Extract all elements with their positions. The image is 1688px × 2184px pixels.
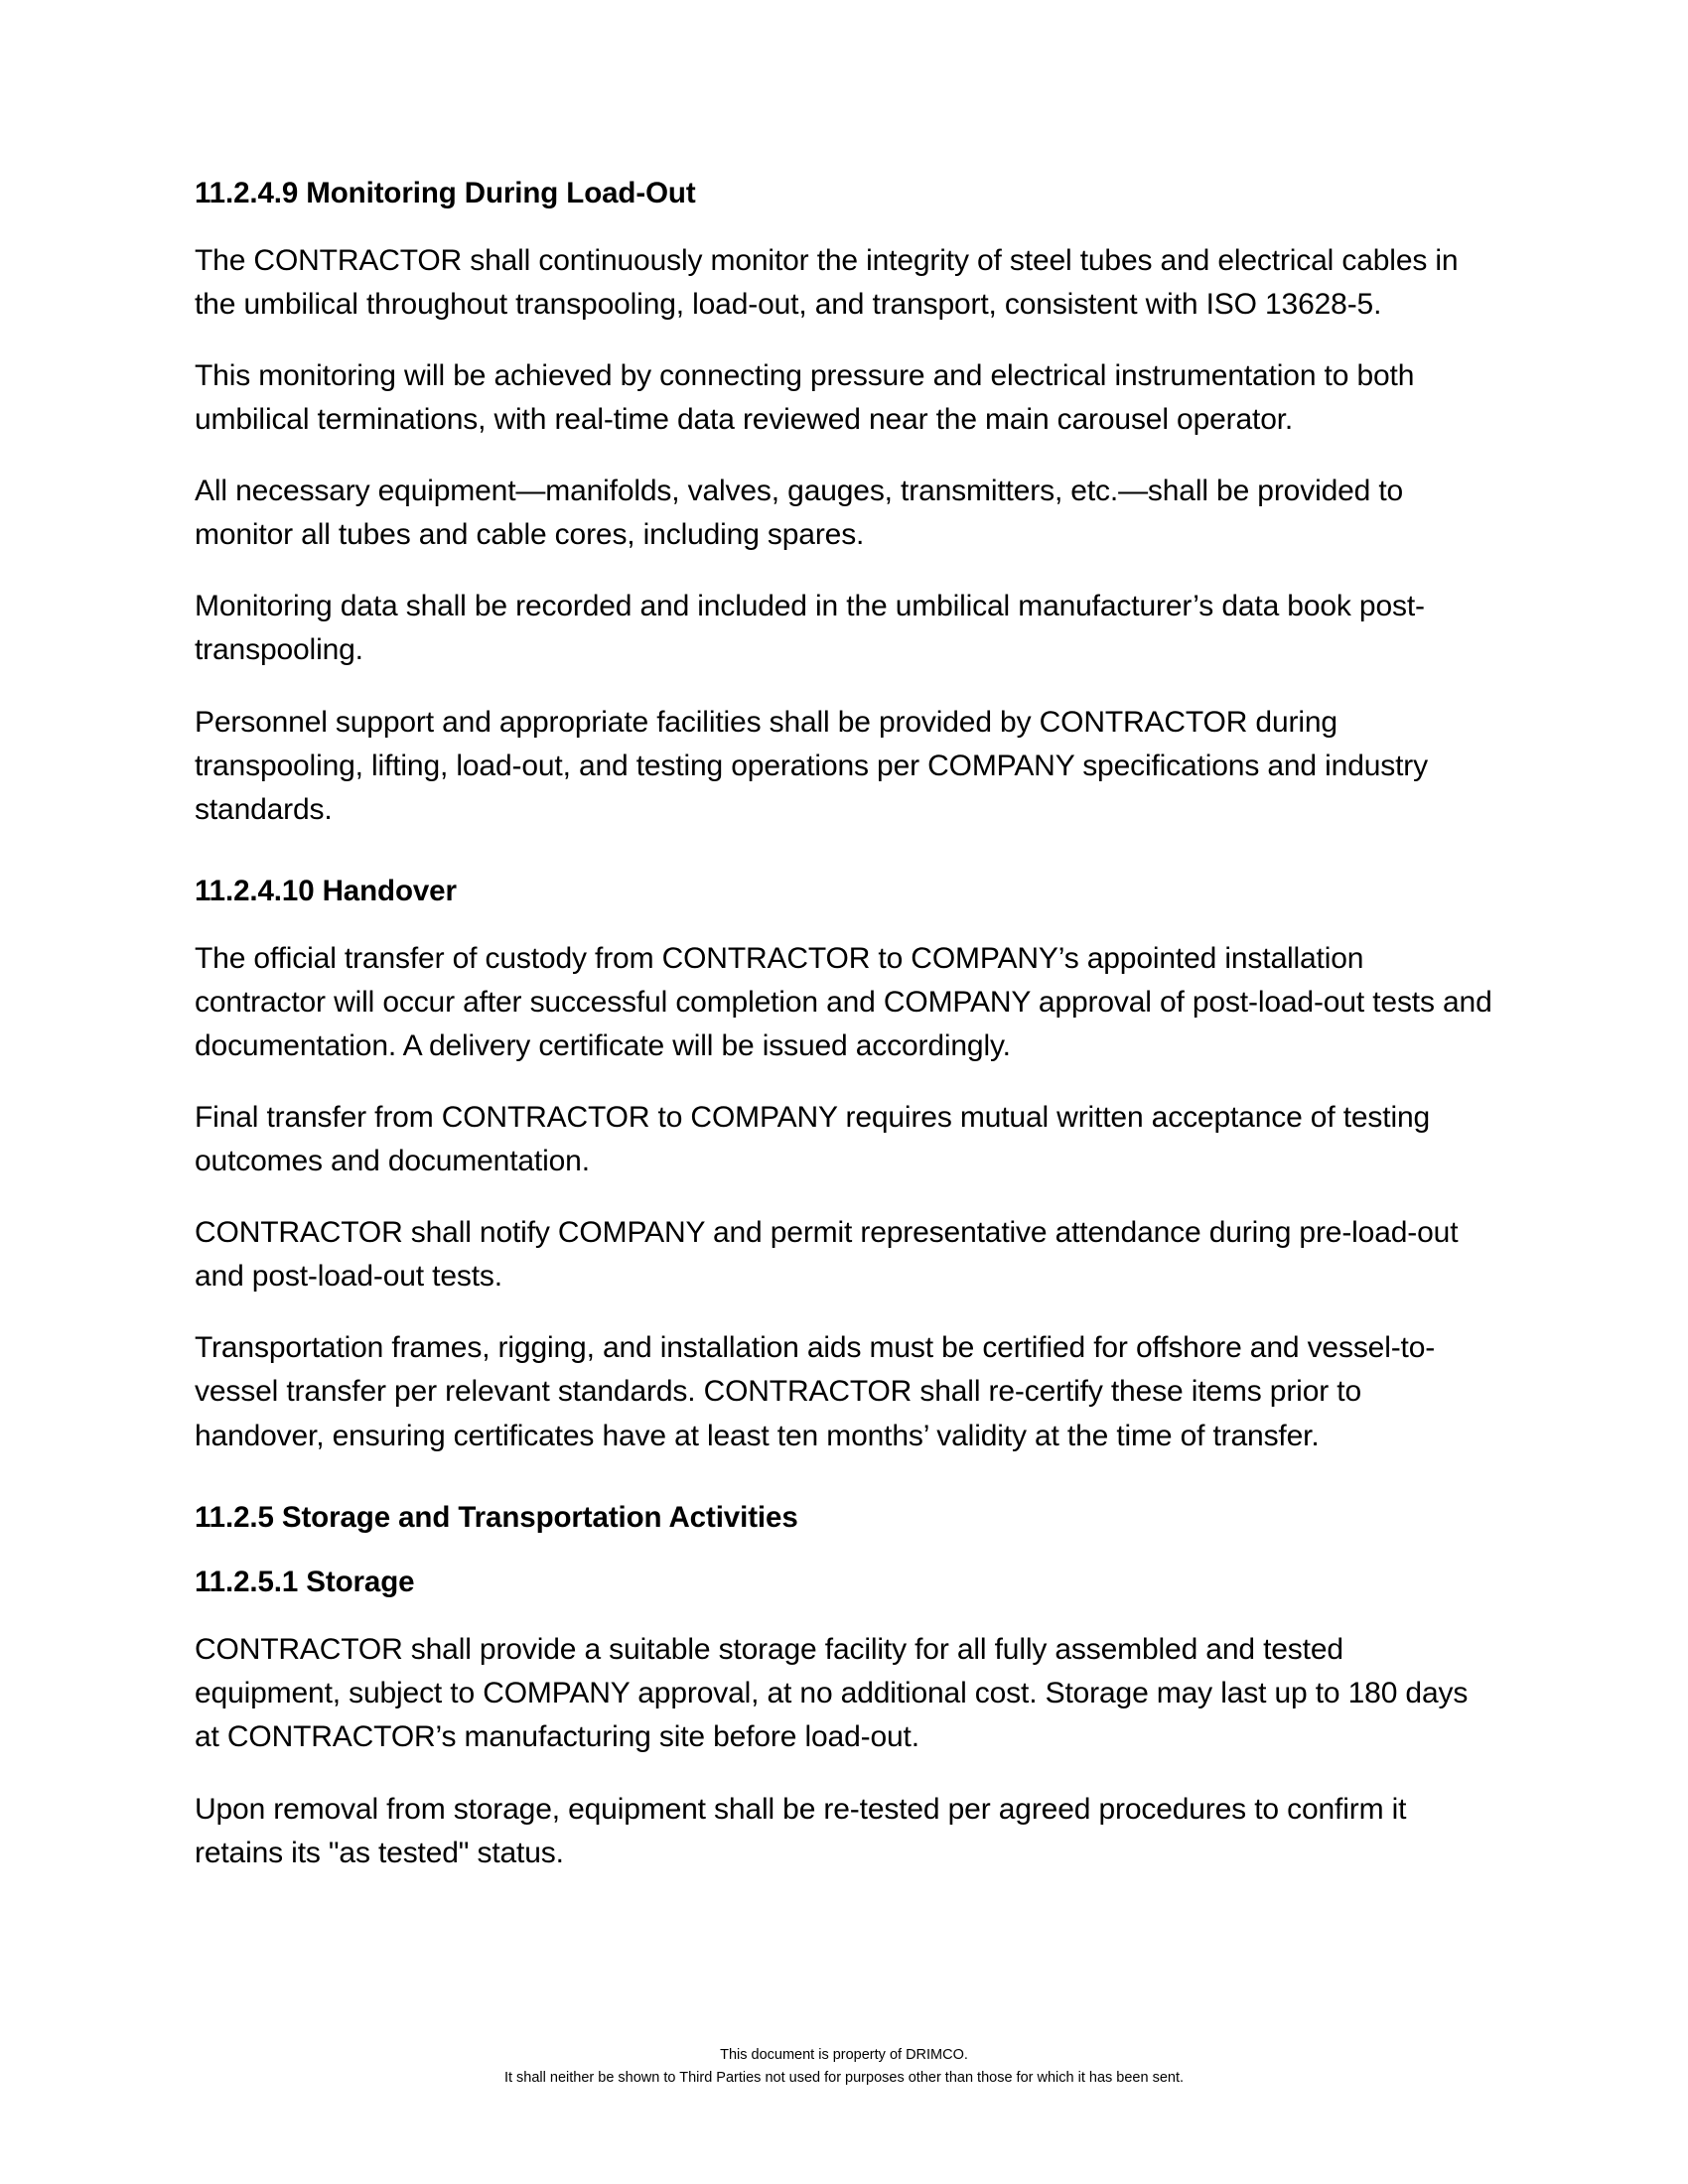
page-footer bbox=[0, 2044, 1688, 2089]
paragraph-necessary-equipment: All necessary equipment—manifolds, valves, gauges, transmitters, etc.—shall be provided to monitor all tubes and cable cores, including spares. bbox=[195, 475, 1404, 552]
footer-line-2: It shall neither be shown to Third Parties not used for purposes other than those for which it has been sent. bbox=[503, 2069, 1185, 2086]
section-heading-11-2-5-1: 11.2.5.1 Storage bbox=[195, 1566, 415, 1599]
section-heading-11-2-4-9: 11.2.4.9 Monitoring During Load-Out bbox=[195, 177, 696, 209]
paragraph-monitoring-instrumentation: This monitoring will be achieved by connecting pressure and electrical instrumentation to both umbilical terminations, with real-time data reviewed near the main carousel operator. bbox=[195, 359, 1415, 437]
paragraph-personnel-support: Personnel support and appropriate facilities shall be provided by CONTRACTOR during transpooling, lifting, load-out, and testing operations per COMPANY specifications and industry standards. bbox=[195, 705, 1429, 826]
paragraph-final-transfer: Final transfer from CONTRACTOR to COMPANY requires mutual written acceptance of testing outcomes and documentation. bbox=[195, 1100, 1431, 1178]
footer-line-1: This document is property of DRIMCO. bbox=[720, 2047, 968, 2064]
document-body bbox=[195, 174, 1493, 1875]
paragraph-official-transfer: The official transfer of custody from CONTRACTOR to COMPANY’s appointed installation contractor will occur after successful completion and COMPANY approval of post-load-out tests and documentation. A delivery certificate will be issued accordingly. bbox=[195, 941, 1492, 1062]
paragraph-transportation-frames: Transportation frames, rigging, and installation aids must be certified for offshore and vessel-to-vessel transfer per relevant standards. CONTRACTOR shall re-certify these items prior to handover, ensuring certificates have at least ten months’ validity at the time of transfer. bbox=[195, 1331, 1436, 1452]
section-heading-11-2-4-10: 11.2.4.10 Handover bbox=[195, 874, 457, 907]
paragraph-monitoring-integrity: The CONTRACTOR shall continuously monitor the integrity of steel tubes and electrical cables in the umbilical throughout transpooling, load-out, and transport, consistent with ISO 13628-5. bbox=[195, 243, 1459, 321]
paragraph-storage-facility: CONTRACTOR shall provide a suitable storage facility for all fully assembled and tested equipment, subject to COMPANY approval, at no additional cost. Storage may last up to 180 days at CONTRACTOR’s manufacturing site before load-out. bbox=[195, 1633, 1469, 1754]
paragraph-removal-from-storage: Upon removal from storage, equipment shall be re-tested per agreed procedures to confirm it retains its "as tested" status. bbox=[195, 1792, 1407, 1869]
paragraph-monitoring-data-record: Monitoring data shall be recorded and included in the umbilical manufacturer’s data book post-transpooling. bbox=[195, 590, 1425, 667]
paragraph-notify-company: CONTRACTOR shall notify COMPANY and permit representative attendance during pre-load-out and post-load-out tests. bbox=[195, 1216, 1459, 1294]
section-heading-11-2-5: 11.2.5 Storage and Transportation Activities bbox=[195, 1500, 798, 1534]
